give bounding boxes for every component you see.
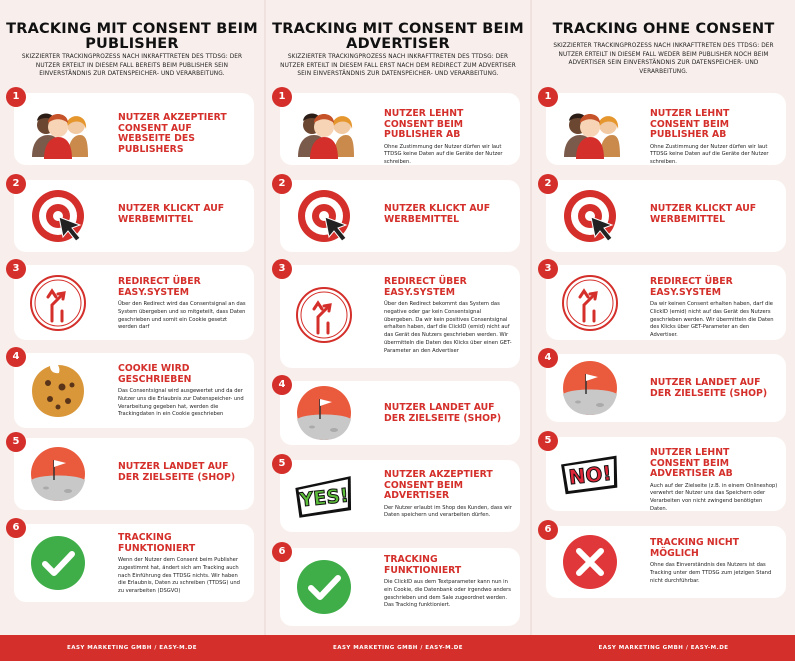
step-number-badge: 4 [272, 375, 292, 395]
step-number-badge: 5 [6, 432, 26, 452]
target-click-icon [28, 186, 88, 246]
step-number-badge: 1 [538, 87, 558, 107]
step-number-badge: 6 [6, 518, 26, 538]
step-heading: NUTZER LANDET AUF DER ZIELSEITE (SHOP) [384, 402, 502, 424]
step-heading: NUTZER LEHNT CONSENT BEIM ADVERTISER AB [650, 447, 733, 479]
step-card [14, 93, 254, 165]
landing-flag-icon [294, 383, 354, 443]
step-description: Das Consentsignal wird ausgewertet und da der Nutzer uns die Erlaubnis zur Datenspeicher- und Verarbeitung gegeben hat, werden die Trackingdaten in ein Cookie geschrieben [118, 388, 244, 418]
step-description: Über den Redirect wird das Consentsignal an das System übergeben und so mitgeteilt, dass Daten geschrieben und somit ein Cookie gesetzt werden darf [118, 301, 246, 331]
people-icon [560, 99, 620, 159]
step-description: Auch auf der Zielseite (z.B. in einem Onlineshop) verwehrt der Nutzer uns das Speichern oder Verarbeiten von nicht zwingend benötigten Daten. [650, 482, 778, 512]
step-number-badge: 4 [538, 348, 558, 368]
redirect-icon [560, 273, 620, 333]
step-description: Wenn der Nutzer dem Consent beim Publisher zugestimmt hat, ändert sich am Tracking auch nach Einführung des TTDSG nichts. Wir haben die Erlaubnis, Daten zu schreiben (TTDSG) und zu verarbeiten (DSGVO) [118, 557, 240, 595]
step-card [280, 265, 520, 368]
step-heading: NUTZER LEHNT CONSENT BEIM PUBLISHER AB [650, 108, 730, 140]
check-icon [28, 533, 88, 593]
step-number-badge: 2 [538, 174, 558, 194]
step-card [14, 180, 254, 252]
target-click-icon [560, 186, 620, 246]
step-heading: NUTZER LANDET AUF DER ZIELSEITE (SHOP) [118, 461, 236, 483]
step-number-badge: 3 [538, 259, 558, 279]
step-heading: TRACKING FUNKTIONIERT [384, 554, 462, 576]
step-heading: NUTZER AKZEPTIERT CONSENT BEIM ADVERTISER [384, 469, 493, 501]
step-card [14, 438, 254, 510]
landing-flag-icon [560, 358, 620, 418]
step-number-badge: 1 [272, 87, 292, 107]
step-heading: NUTZER LEHNT CONSENT BEIM PUBLISHER AB [384, 108, 464, 140]
footer-bar [0, 635, 795, 661]
step-card [546, 93, 786, 165]
footer-credit: EASY MARKETING GMBH / EASY-M.DE [598, 645, 729, 651]
step-description: Ohne das Einverständnis des Nutzers ist das Tracking unter dem TTDSG zum jetzigen Stand nicht durchführbar. [650, 562, 772, 584]
step-number-badge: 2 [272, 174, 292, 194]
step-heading: TRACKING NICHT MÖGLICH [650, 537, 740, 559]
step-heading: REDIRECT ÜBER EASY.SYSTEM [118, 276, 201, 298]
people-icon [28, 99, 88, 159]
column-publisher-consent [0, 0, 264, 635]
column-intro: SKIZZIERTER TRACKINGPROZESS NACH INKRAFTTRETEN DES TTDSG: DER NUTZER ERTEILT IN DIESEM FALL BEREITS BEIM PUBLISHER SEIN EINVERSTÄNDNIS ZUR DATENSPEICHER- UND VERARBEITUNG. [21, 54, 243, 77]
column-intro: SKIZZIERTER TRACKINGPROZESS NACH INKRAFTTRETEN DES TTDSG: DER NUTZER ERTEILT IN DIESEM FALL ERST NACH DEM REDIRECT ZUM ADVERTISER SEIN EINVERSTÄNDNIS ZUR DATENSPEICHER- UND VERARBEITUNG. [280, 54, 516, 77]
step-number-badge: 5 [272, 454, 292, 474]
step-card [14, 353, 254, 428]
step-description: Da wir keinen Consent erhalten haben, darf die ClickID (emid) nicht auf das Gerät des Nutzers geschrieben werden. Wir übermitteln die Daten des Klicks über GET-Parameter an den Advertiser. [650, 301, 774, 339]
step-number-badge: 4 [6, 347, 26, 367]
step-heading: NUTZER LANDET AUF DER ZIELSEITE (SHOP) [650, 377, 768, 399]
step-heading: REDIRECT ÜBER EASY.SYSTEM [384, 276, 467, 298]
step-card [546, 437, 786, 511]
step-description: Die ClickID aus dem Textparameter kann nun in ein Cookie, die Datenbank oder irgendwo anders geschrieben und dem Sale zugeordnet werden. Das Tracking funktioniert. [384, 579, 511, 609]
step-card [280, 460, 520, 532]
no-sticker-icon [560, 444, 620, 504]
cross-icon [560, 532, 620, 592]
step-card [280, 548, 520, 626]
check-icon [294, 557, 354, 617]
step-card [546, 526, 786, 598]
step-description: Ohne Zustimmung der Nutzer dürfen wir laut TTDSG keine Daten auf die Geräte der Nutzer schreiben. [384, 143, 503, 166]
step-heading: NUTZER KLICKT AUF WERBEMITTEL [384, 203, 491, 225]
step-number-badge: 3 [272, 259, 292, 279]
svg-text:YES!: YES! [298, 484, 350, 512]
step-description: Der Nutzer erlaubt im Shop des Kunden, dass wir Daten speichern und verarbeiten dürfen. [384, 504, 512, 519]
step-description: Ohne Zustimmung der Nutzer dürfen wir laut TTDSG keine Daten auf die Geräte der Nutzer schreiben. [650, 143, 769, 166]
step-heading: NUTZER KLICKT AUF WERBEMITTEL [650, 203, 757, 225]
step-number-badge: 2 [6, 174, 26, 194]
step-card [546, 354, 786, 422]
step-heading: REDIRECT ÜBER EASY.SYSTEM [650, 276, 733, 298]
column-no-consent [532, 0, 795, 635]
column-intro: SKIZZIERTER TRACKINGPROZESS NACH INKRAFTTRETEN DES TTDSG: DER NUTZER ERTEILT IN DIESEM FALL WEDER BEIM PUBLISHER NOCH BEIM ADVERTISER SEIN EINVERSTÄNDNIS ZUR DATENSPEICHER- UND VERARBEITUNG. [553, 43, 774, 75]
column-advertiser-consent [266, 0, 530, 635]
step-heading: NUTZER KLICKT AUF WERBEMITTEL [118, 203, 225, 225]
step-number-badge: 6 [272, 542, 292, 562]
step-heading: COOKIE WIRD GESCHRIEBEN [118, 363, 192, 385]
step-number-badge: 1 [6, 87, 26, 107]
step-description: Über den Redirect bekommt das System das negative oder gar kein Consentsignal übergeben. Da wir kein positives Consentsignal erhalten haben, darf die ClickID (emid) nicht auf das Gerät des Nutzers geschrieben werden. Wir übermitteln die Daten des Klicks über einen GET-Parameter an den Advertiser [384, 301, 512, 354]
column-title: TRACKING OHNE CONSENT [552, 21, 775, 37]
step-number-badge: 5 [538, 431, 558, 451]
footer-credit: EASY MARKETING GMBH / EASY-M.DE [66, 645, 198, 651]
target-click-icon [294, 186, 354, 246]
column-title: TRACKING MIT CONSENT BEIM ADVERTISER [272, 21, 524, 52]
landing-flag-icon [28, 444, 88, 504]
step-card [14, 524, 254, 602]
step-number-badge: 3 [6, 259, 26, 279]
step-heading: TRACKING FUNKTIONIERT [118, 532, 196, 554]
step-card [280, 93, 520, 165]
step-card [14, 265, 254, 340]
redirect-icon [28, 273, 88, 333]
people-icon [294, 99, 354, 159]
yes-sticker-icon [294, 466, 354, 526]
step-card [546, 265, 786, 340]
step-card [280, 381, 520, 445]
step-number-badge: 6 [538, 520, 558, 540]
column-title: TRACKING MIT CONSENT BEIM PUBLISHER [6, 21, 258, 52]
step-card [280, 180, 520, 252]
cookie-icon [28, 361, 88, 421]
step-heading: NUTZER AKZEPTIERT CONSENT AUF WEBSEITE DES PUBLISHERS [118, 112, 227, 155]
redirect-icon [294, 285, 354, 345]
step-card [546, 180, 786, 252]
footer-credit: EASY MARKETING GMBH / EASY-M.DE [332, 645, 464, 651]
svg-text:NO!: NO! [567, 460, 613, 490]
